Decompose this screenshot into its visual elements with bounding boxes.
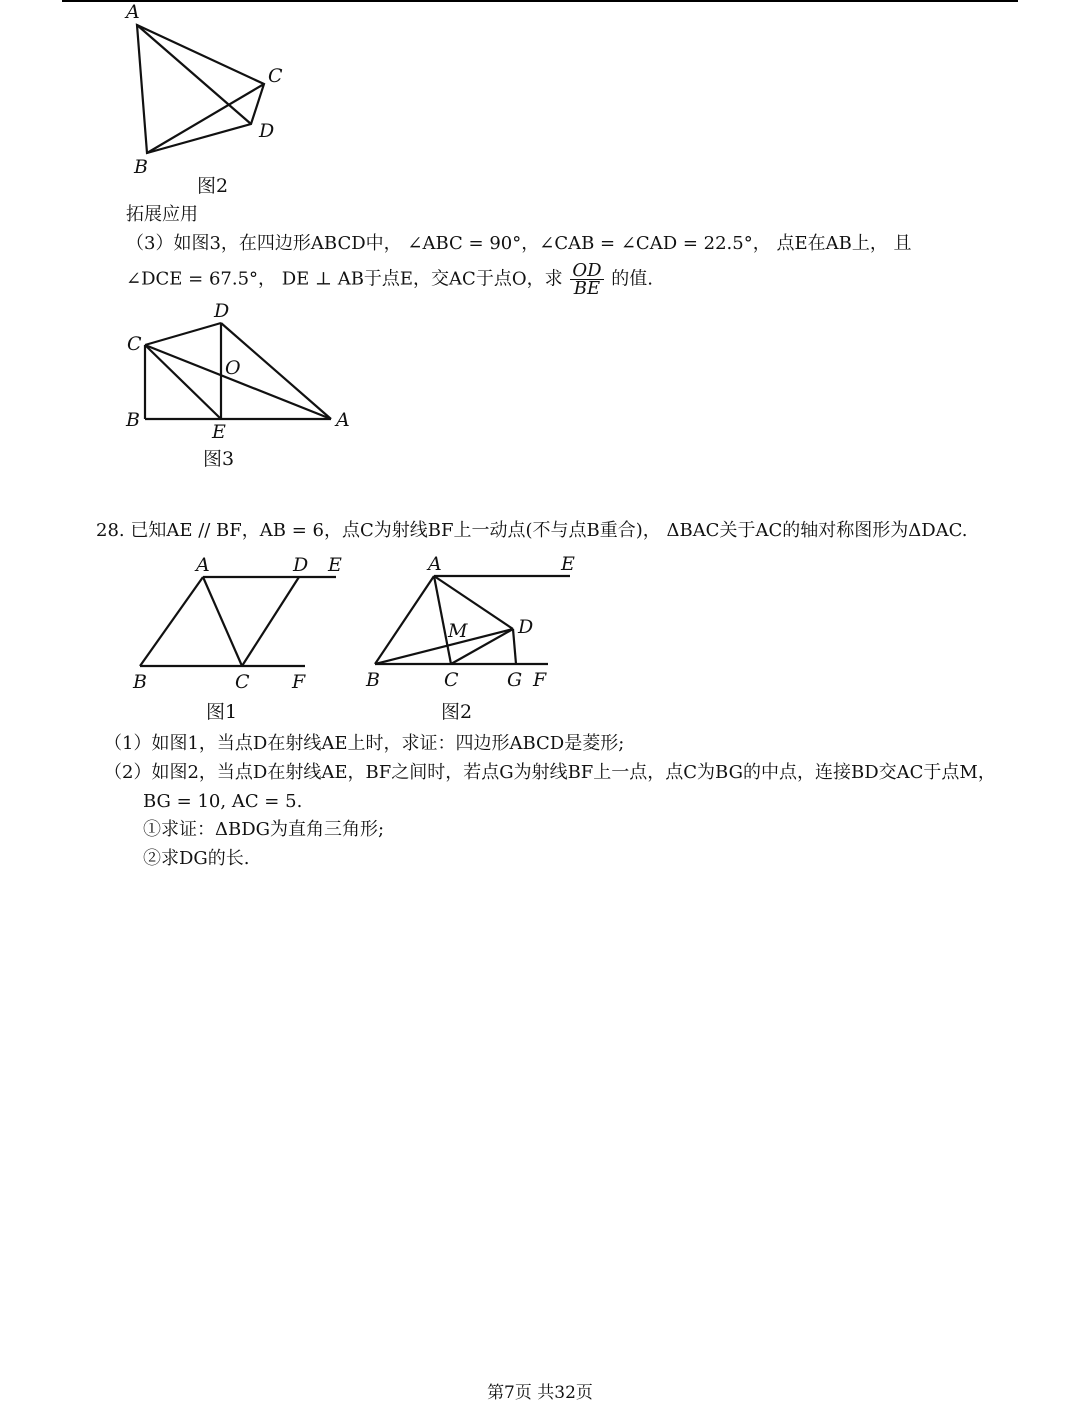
label-b: B (133, 671, 147, 693)
label-e: E (561, 553, 575, 575)
segment-dg (513, 629, 516, 664)
diagonal-bc (147, 84, 264, 153)
diagonal-ad (137, 25, 251, 124)
label-g: G (507, 669, 523, 691)
label-f: F (292, 671, 306, 693)
figure-3-quadrilateral (120, 295, 360, 475)
label-e: E (328, 554, 342, 576)
question-3-line-1: （3）如图3，在四边形ABCD中， ∠ABC = 90°，∠CAB = ∠CAD = 22.5°， 点E在AB上， 且 (126, 233, 912, 254)
figure-2-quadrilateral (120, 0, 300, 200)
label-c: C (444, 669, 459, 691)
figure-2-caption: 图2 (197, 175, 229, 197)
page-footer: 第7页 共32页 (487, 1383, 593, 1403)
segment-ac (203, 577, 242, 666)
section-heading: 拓展应用 (126, 204, 198, 225)
segment-dc (242, 577, 299, 666)
label-d: D (214, 300, 230, 322)
question-3-line-2-text: ∠DCE = 67.5°， DE ⊥ AB于点E，交AC于点O，求 (126, 268, 563, 290)
label-b: B (126, 409, 140, 431)
segment-ad (434, 576, 513, 629)
label-d: D (259, 120, 275, 142)
label-d: D (518, 616, 534, 638)
label-e: E (212, 421, 226, 443)
fraction-od-over-be (570, 262, 603, 297)
problem-28-part-2-sub-1: ①求证：ΔBDG为直角三角形; (143, 819, 385, 840)
label-f: F (533, 669, 547, 691)
label-a: A (428, 553, 442, 575)
label-c: C (127, 333, 142, 355)
figure-1-caption: 图1 (206, 701, 238, 723)
problem-28-part-1: （1）如图1，当点D在射线AE上时，求证：四边形ABCD是菱形; (104, 733, 625, 754)
problem-28-part-2-line-1: （2）如图2，当点D在射线AE，BF之间时，若点G为射线BF上一点，点C为BG的中点，连接BD交AC于点M， (104, 762, 996, 783)
label-c: C (268, 65, 283, 87)
segment-ab (140, 577, 203, 666)
fraction-numerator: OD (572, 260, 602, 281)
quad-abcd-outline (137, 25, 264, 153)
label-a: A (336, 409, 350, 431)
question-3-line-2-end: 的值. (611, 268, 653, 290)
label-o: O (225, 357, 241, 379)
figure-3-caption: 图3 (203, 448, 235, 470)
problem-28-part-2-sub-2: ②求DG的长. (143, 848, 250, 869)
problem-28-figure-2 (360, 550, 580, 725)
label-m: M (448, 620, 468, 642)
label-b: B (134, 156, 148, 178)
problem-28-stem: 28. 已知AE // BF，AB = 6，点C为射线BF上一动点(不与点B重合)， ΔBAC关于AC的轴对称图形为ΔDAC. (96, 520, 968, 541)
fraction-denominator: BE (573, 278, 601, 299)
label-a: A (196, 554, 210, 576)
label-c: C (235, 671, 250, 693)
segment-cd (145, 323, 221, 345)
problem-28-figure-1 (125, 550, 350, 725)
segment-ce (145, 345, 221, 419)
label-a: A (126, 1, 140, 23)
question-3-line-2 (126, 262, 653, 297)
figure-2b-caption: 图2 (441, 701, 473, 723)
problem-28-part-2-line-2: BG = 10, AC = 5. (143, 791, 303, 812)
label-d: D (293, 554, 309, 576)
label-b: B (366, 669, 380, 691)
